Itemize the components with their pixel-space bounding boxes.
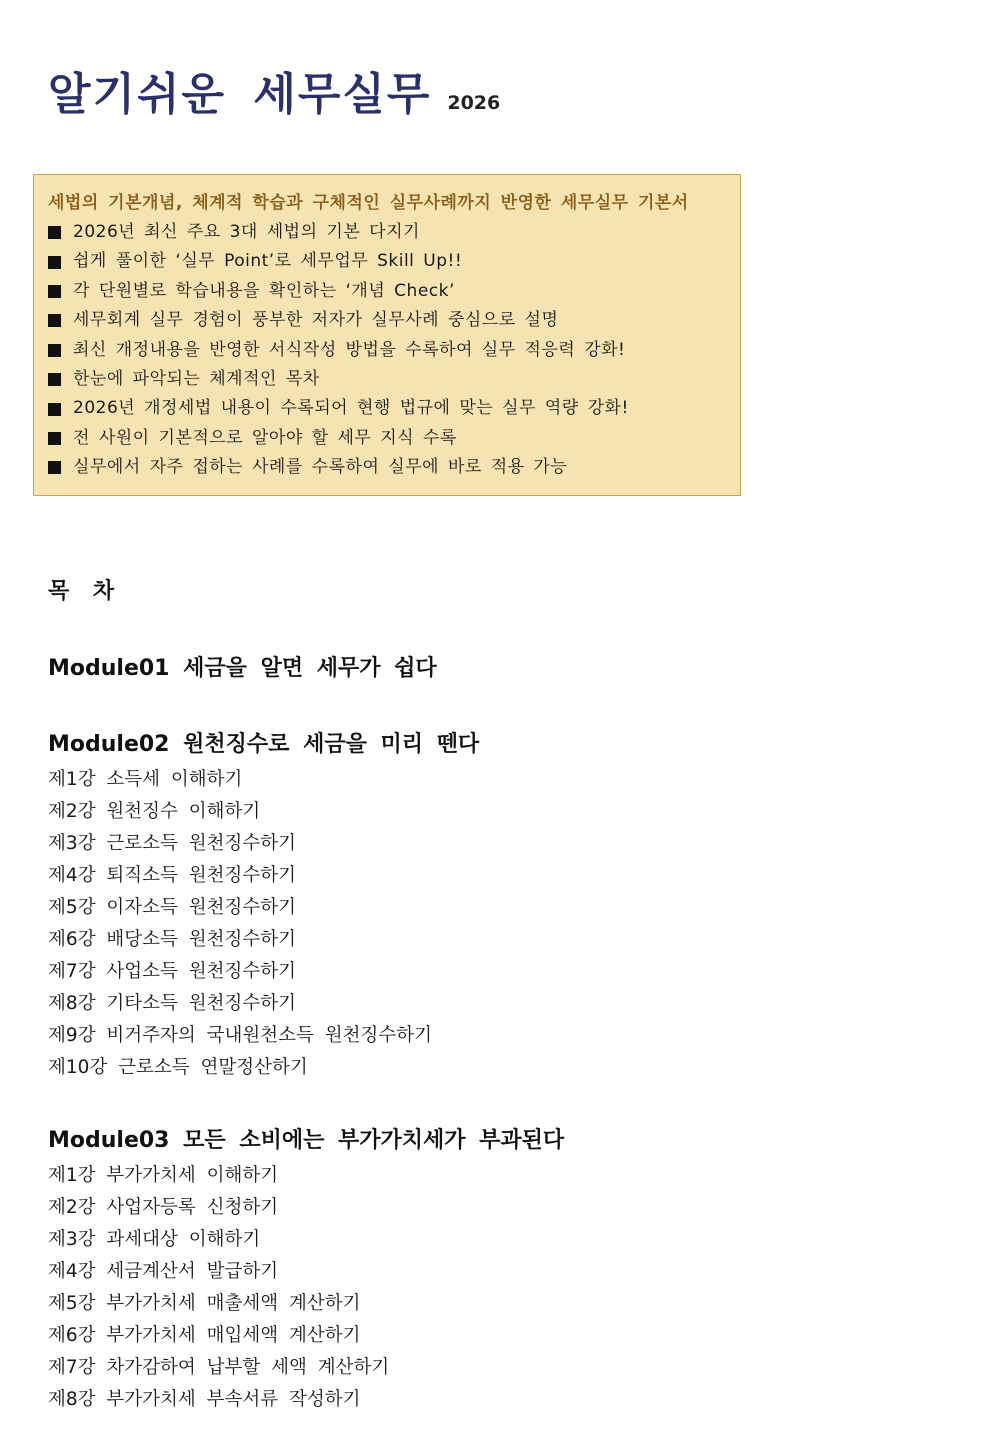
lesson-item: 제2강 원천징수 이해하기 — [48, 801, 261, 822]
square-bullet-icon — [48, 403, 61, 416]
lesson-item: 제8강 부가가치세 부속서류 작성하기 — [48, 1389, 361, 1410]
lesson-item: 제4강 세금계산서 발급하기 — [48, 1261, 279, 1282]
lesson-item: 제8강 기타소득 원천징수하기 — [48, 993, 296, 1014]
module-title: Module01 세금을 알면 세무가 쉽다 — [48, 656, 437, 681]
feature-item-text: 최신 개정내용을 반영한 서식작성 방법을 수록하여 실무 적응력 강화! — [73, 339, 626, 360]
feature-item — [48, 453, 740, 482]
feature-item — [48, 247, 740, 276]
square-bullet-icon — [48, 256, 61, 269]
lesson-item: 제1강 부가가치세 이해하기 — [48, 1165, 279, 1186]
lesson-item: 제9강 비거주자의 국내원천소득 원천징수하기 — [48, 1025, 432, 1046]
square-bullet-icon — [48, 373, 61, 386]
module-section — [48, 1122, 948, 1416]
lesson-item: 제4강 퇴직소득 원천징수하기 — [48, 865, 296, 886]
feature-item — [48, 306, 740, 335]
lesson-item: 제1강 소득세 이해하기 — [48, 769, 243, 790]
lesson-item: 제7강 사업소득 원천징수하기 — [48, 961, 296, 982]
feature-item-text: 실무에서 자주 접하는 사례를 수록하여 실무에 바로 적용 가능 — [73, 457, 568, 478]
lesson-item: 제7강 차가감하여 납부할 세액 계산하기 — [48, 1357, 390, 1378]
feature-item — [48, 424, 740, 453]
title-row — [48, 58, 500, 122]
feature-item — [48, 336, 740, 365]
edition-year: 2026 — [447, 92, 501, 114]
table-of-contents — [48, 574, 948, 1454]
feature-item-text: 각 단원별로 학습내용을 확인하는 ‘개념 Check’ — [73, 280, 455, 301]
feature-list — [48, 218, 740, 483]
feature-headline: 세법의 기본개념, 체계적 학습과 구체적인 실무사례까지 반영한 세무실무 기본서 — [48, 193, 689, 213]
module-section — [48, 650, 948, 688]
feature-item-text: 쉽게 풀이한 ‘실무 Point’로 세무업무 Skill Up!! — [73, 251, 463, 272]
feature-item-text: 세무회계 실무 경험이 풍부한 저자가 실무사례 중심으로 설명 — [73, 310, 559, 331]
lesson-item: 제5강 이자소득 원천징수하기 — [48, 897, 296, 918]
feature-item — [48, 218, 740, 247]
square-bullet-icon — [48, 226, 61, 239]
lesson-item: 제10강 근로소득 연말정산하기 — [48, 1057, 308, 1078]
lesson-item: 제6강 부가가치세 매입세액 계산하기 — [48, 1325, 361, 1346]
feature-box — [33, 174, 741, 496]
feature-item-text: 전 사원이 기본적으로 알아야 할 세무 지식 수록 — [73, 427, 457, 448]
square-bullet-icon — [48, 285, 61, 298]
module-section — [48, 726, 948, 1084]
square-bullet-icon — [48, 314, 61, 327]
lesson-item: 제6강 배당소득 원천징수하기 — [48, 929, 296, 950]
feature-item-text: 한눈에 파악되는 체계적인 목차 — [73, 369, 320, 390]
lesson-item: 제5강 부가가치세 매출세액 계산하기 — [48, 1293, 361, 1314]
feature-item — [48, 277, 740, 306]
lesson-item: 제3강 근로소득 원천징수하기 — [48, 833, 296, 854]
lesson-item: 제3강 과세대상 이해하기 — [48, 1229, 261, 1250]
module-title: Module03 모든 소비에는 부가가치세가 부과된다 — [48, 1128, 565, 1153]
feature-item — [48, 394, 740, 423]
square-bullet-icon — [48, 461, 61, 474]
feature-item — [48, 365, 740, 394]
document-title: 알기쉬운 세무실무 — [48, 69, 432, 120]
feature-item-text: 2026년 최신 주요 3대 세법의 기본 다지기 — [73, 222, 420, 242]
toc-title: 목 차 — [48, 579, 123, 604]
square-bullet-icon — [48, 432, 61, 445]
feature-item-text: 2026년 개정세법 내용이 수록되어 현행 법규에 맞는 실무 역량 강화! — [73, 398, 629, 419]
module-title: Module02 원천징수로 세금을 미리 뗀다 — [48, 732, 480, 757]
lesson-item: 제2강 사업자등록 신청하기 — [48, 1197, 279, 1218]
square-bullet-icon — [48, 344, 61, 357]
